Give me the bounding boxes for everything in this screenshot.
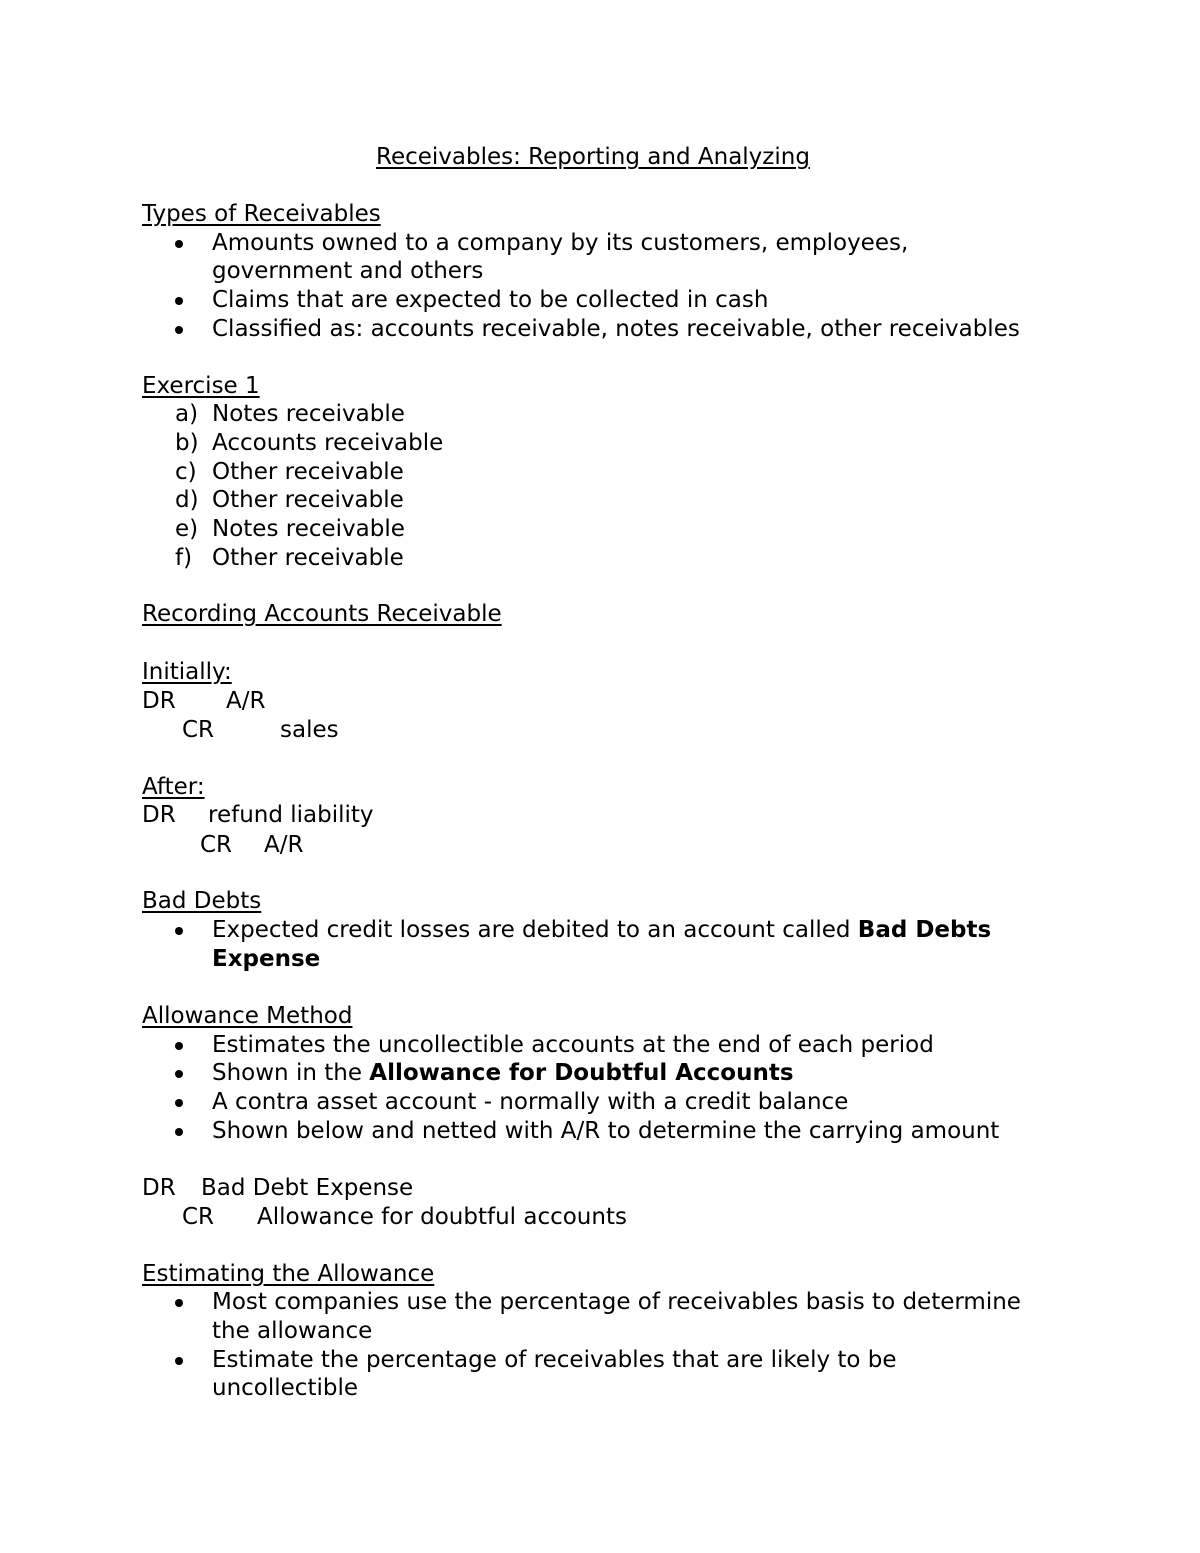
allowance-bullet: A contra asset account - normally with a credit balance xyxy=(212,1089,849,1115)
bad-debts-bullet-text: Expected credit losses are debited to an account called xyxy=(212,917,851,943)
journal-cr-account: A/R xyxy=(264,832,304,858)
allowance-bullet-text: Shown in the xyxy=(212,1060,362,1086)
exercise-item-text: Notes receivable xyxy=(212,516,405,542)
allowance-bullet xyxy=(212,1059,794,1088)
exercise-item-label: a) xyxy=(175,401,199,427)
estimating-bullet-continuation: uncollectible xyxy=(212,1375,358,1401)
allowance-bullet: Estimates the uncollectible accounts at the end of each period xyxy=(212,1032,934,1058)
allowance-bullet: Shown below and netted with A/R to determine the carrying amount xyxy=(212,1118,1000,1144)
journal-dr-account: refund liability xyxy=(208,802,374,828)
after-label: After: xyxy=(142,774,205,800)
types-bullet: Amounts owned to a company by its customers, employees, xyxy=(212,230,909,256)
journal-cr-account: sales xyxy=(280,717,339,743)
exercise-item-text: Notes receivable xyxy=(212,401,405,427)
exercise-item-label: c) xyxy=(175,459,197,485)
journal-dr: DR xyxy=(142,802,176,828)
allowance-heading: Allowance Method xyxy=(142,1003,353,1029)
journal-dr-account: Bad Debt Expense xyxy=(201,1175,414,1201)
bad-debts-heading: Bad Debts xyxy=(142,888,262,914)
initially-label: Initially: xyxy=(142,659,232,685)
journal-dr: DR xyxy=(142,1175,176,1201)
journal-cr: CR xyxy=(182,717,215,743)
document-title: Receivables: Reporting and Analyzing xyxy=(376,144,810,170)
estimating-heading: Estimating the Allowance xyxy=(142,1261,435,1287)
exercise-item-label: b) xyxy=(175,430,199,456)
journal-dr: DR xyxy=(142,688,176,714)
journal-dr-account: A/R xyxy=(226,688,266,714)
journal-cr: CR xyxy=(182,1204,215,1230)
recording-heading: Recording Accounts Receivable xyxy=(142,601,502,627)
estimating-bullet-continuation: the allowance xyxy=(212,1318,373,1344)
bad-debts-term: Bad Debts xyxy=(857,917,992,943)
exercise-item-label: f) xyxy=(175,545,193,571)
types-bullet: Claims that are expected to be collected in cash xyxy=(212,287,769,313)
exercise-heading: Exercise 1 xyxy=(142,373,260,399)
bad-debts-bullet xyxy=(212,916,991,945)
exercise-item-text: Other receivable xyxy=(212,459,404,485)
exercise-item-label: d) xyxy=(175,487,199,513)
exercise-item-text: Accounts receivable xyxy=(212,430,444,456)
types-heading: Types of Receivables xyxy=(142,201,381,227)
allowance-term: Allowance for Doubtful Accounts xyxy=(369,1060,794,1086)
journal-cr-account: Allowance for doubtful accounts xyxy=(257,1204,627,1230)
exercise-item-text: Other receivable xyxy=(212,487,404,513)
types-bullet: Classified as: accounts receivable, notes receivable, other receivables xyxy=(212,316,1020,342)
types-bullet-continuation: government and others xyxy=(212,258,484,284)
estimating-bullet: Most companies use the percentage of receivables basis to determine xyxy=(212,1289,1021,1315)
estimating-bullet: Estimate the percentage of receivables that are likely to be xyxy=(212,1347,897,1373)
bad-debts-term-continuation: Expense xyxy=(212,946,321,972)
journal-cr: CR xyxy=(200,832,233,858)
exercise-item-label: e) xyxy=(175,516,199,542)
exercise-item-text: Other receivable xyxy=(212,545,404,571)
